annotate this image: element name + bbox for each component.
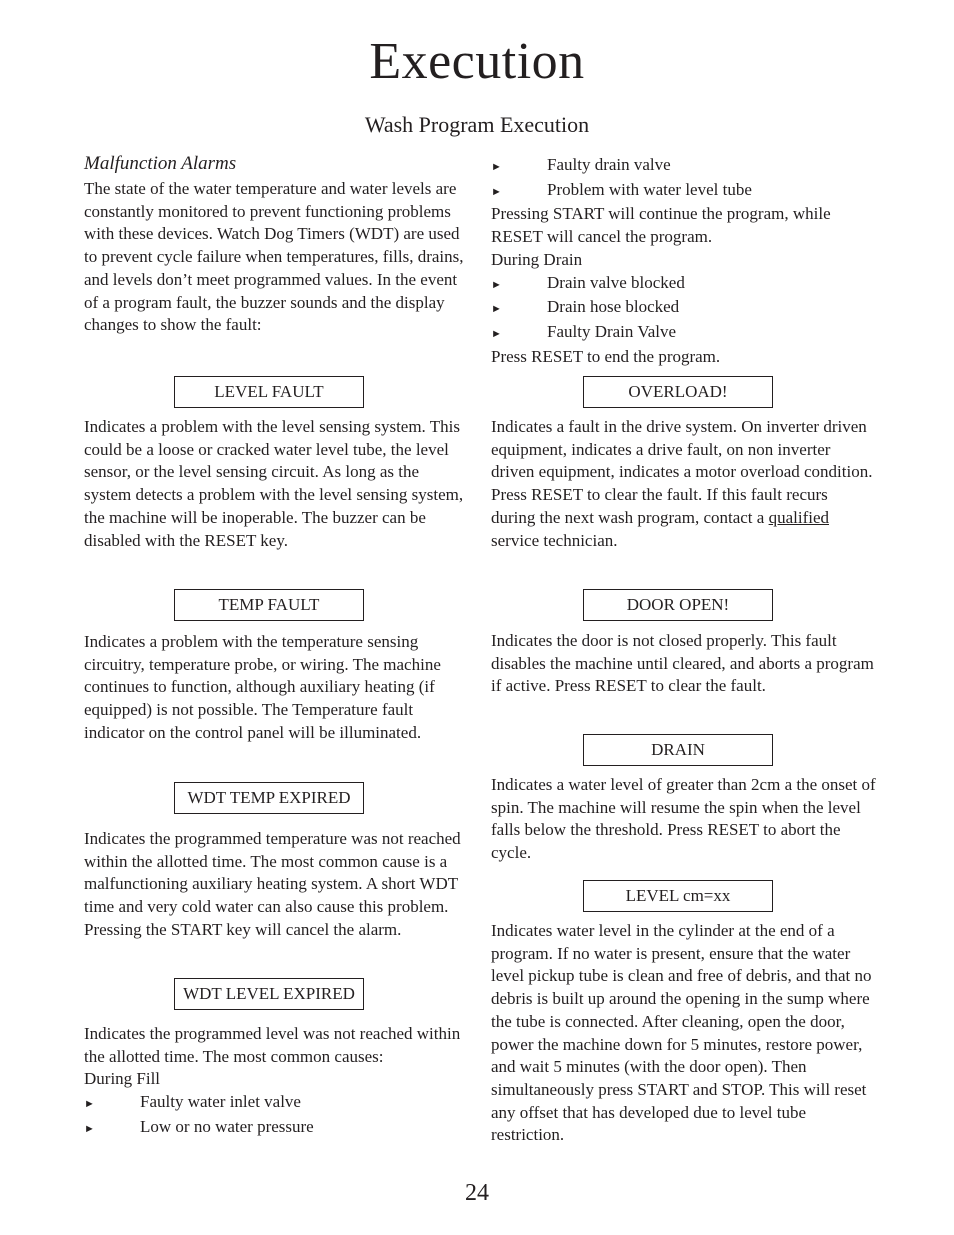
list-item bbox=[84, 1091, 469, 1116]
list-item bbox=[84, 1116, 469, 1141]
right-column bbox=[491, 0, 876, 1235]
during-drain-label: During Drain bbox=[491, 249, 583, 269]
wdt-level-expired-description: Indicates the programmed level was not reached within the allotted time. The most common causes: bbox=[84, 1024, 461, 1066]
triangle-bullet-icon: ► bbox=[84, 1098, 95, 1111]
level-cm-box: LEVEL cm=xx bbox=[583, 880, 773, 912]
level-fault-box: LEVEL FAULT bbox=[174, 376, 364, 408]
page-title: Execution bbox=[369, 33, 585, 90]
start-reset-note: Pressing START will continue the program, while RESET will cancel the program. bbox=[491, 204, 831, 247]
qualified-underlined: qualified bbox=[768, 507, 829, 527]
triangle-bullet-icon: ► bbox=[84, 1122, 95, 1135]
intro-paragraph: The state of the water temperature and water levels are constantly monitored to prevent functioning problems with these devices. Watch Dog Timers (WDT) are used to prevent cycle failure when temperatures, fills, drains, and levels don’t meet programmed values. In the event of a program fault, the buzzer sounds and the display changes to show the fault: bbox=[84, 179, 464, 335]
level-cm-description: Indicates water level in the cylinder at the end of a program. If no water is present, ensure that the water level pickup tube is clean and free of debris, and that no debris is built up around the opening in the sump where the tube is connected. After cleaning, open the door, power the machine down for 5 minutes, restore power, and wait 5 minutes (with the door open). Then simultaneously press START and STOP. This will reset any offset that has developed due to level tube restriction. bbox=[491, 921, 872, 1145]
drain-description: Indicates a water level of greater than 2cm a the onset of spin. The machine will resume the spin when the level falls below the threshold. Press RESET to abort the cycle. bbox=[491, 775, 876, 863]
wdt-temp-expired-box: WDT TEMP EXPIRED bbox=[174, 782, 364, 814]
list-item-label: Drain hose blocked bbox=[547, 297, 680, 317]
door-open-description: Indicates the door is not closed properly. This fault disables the machine until cleared, and aborts a program if active. Press RESET to clear the fault. bbox=[491, 631, 874, 696]
list-item-label: Faulty drain valve bbox=[547, 155, 671, 174]
drain-box: DRAIN bbox=[583, 734, 773, 766]
page-number: 24 bbox=[465, 1180, 489, 1206]
list-item-label: Low or no water pressure bbox=[140, 1116, 314, 1136]
door-open-box: DOOR OPEN! bbox=[583, 589, 773, 621]
list-item bbox=[491, 321, 876, 346]
reset-end-note: Press RESET to end the program. bbox=[491, 346, 721, 366]
triangle-bullet-icon: ► bbox=[491, 278, 502, 291]
list-item-label: Drain valve blocked bbox=[547, 272, 685, 292]
during-fill-label: During Fill bbox=[84, 1069, 161, 1089]
list-item-label: Problem with water level tube bbox=[547, 179, 752, 199]
triangle-bullet-icon: ► bbox=[491, 303, 502, 316]
list-item bbox=[491, 296, 876, 321]
list-item-label: Faulty Drain Valve bbox=[547, 321, 677, 341]
triangle-bullet-icon: ► bbox=[491, 185, 502, 198]
list-item-label: Faulty water inlet valve bbox=[140, 1092, 301, 1112]
overload-description bbox=[491, 416, 876, 552]
section-subtitle: Wash Program Execution bbox=[364, 112, 590, 137]
triangle-bullet-icon: ► bbox=[491, 327, 502, 340]
overload-description-text: Indicates a fault in the drive system. On inverter driven equipment, indicates a drive fault, on non inverter driven equipment, indicates a motor overload condition. Press RESET to clear the fault. If this fault recurs during the next wash program, contact a bbox=[491, 417, 873, 527]
malfunction-alarms-heading: Malfunction Alarms bbox=[84, 153, 237, 174]
list-item bbox=[491, 154, 876, 179]
wdt-level-expired-box: WDT LEVEL EXPIRED bbox=[174, 978, 364, 1010]
left-column bbox=[84, 0, 469, 1235]
temp-fault-description: Indicates a problem with the temperature sensing circuitry, temperature probe, or wiring. The machine continues to function, although auxiliary heating (if equipped) is not possible. The Temperature fault indicator on the control panel will be illuminated. bbox=[84, 632, 441, 742]
list-item bbox=[491, 179, 876, 204]
temp-fault-box: TEMP FAULT bbox=[174, 589, 364, 621]
level-fault-description: Indicates a problem with the level sensing system. This could be a loose or cracked water level tube, the level sensor, or the level sensing circuit. As long as the system detects a problem with the level sensing system, the machine will be inoperable. The buzzer can be disabled with the RESET key. bbox=[84, 417, 464, 550]
overload-box: OVERLOAD! bbox=[583, 376, 773, 408]
list-item bbox=[491, 272, 876, 297]
triangle-bullet-icon: ► bbox=[491, 161, 502, 173]
overload-description-tail: service technician. bbox=[491, 530, 618, 550]
wdt-temp-expired-description: Indicates the programmed temperature was not reached within the allotted time. The most common cause is a malfunctioning auxiliary heating system. A short WDT time and very cold water can also cause this problem. Pressing the START key will cancel the alarm. bbox=[84, 829, 461, 939]
